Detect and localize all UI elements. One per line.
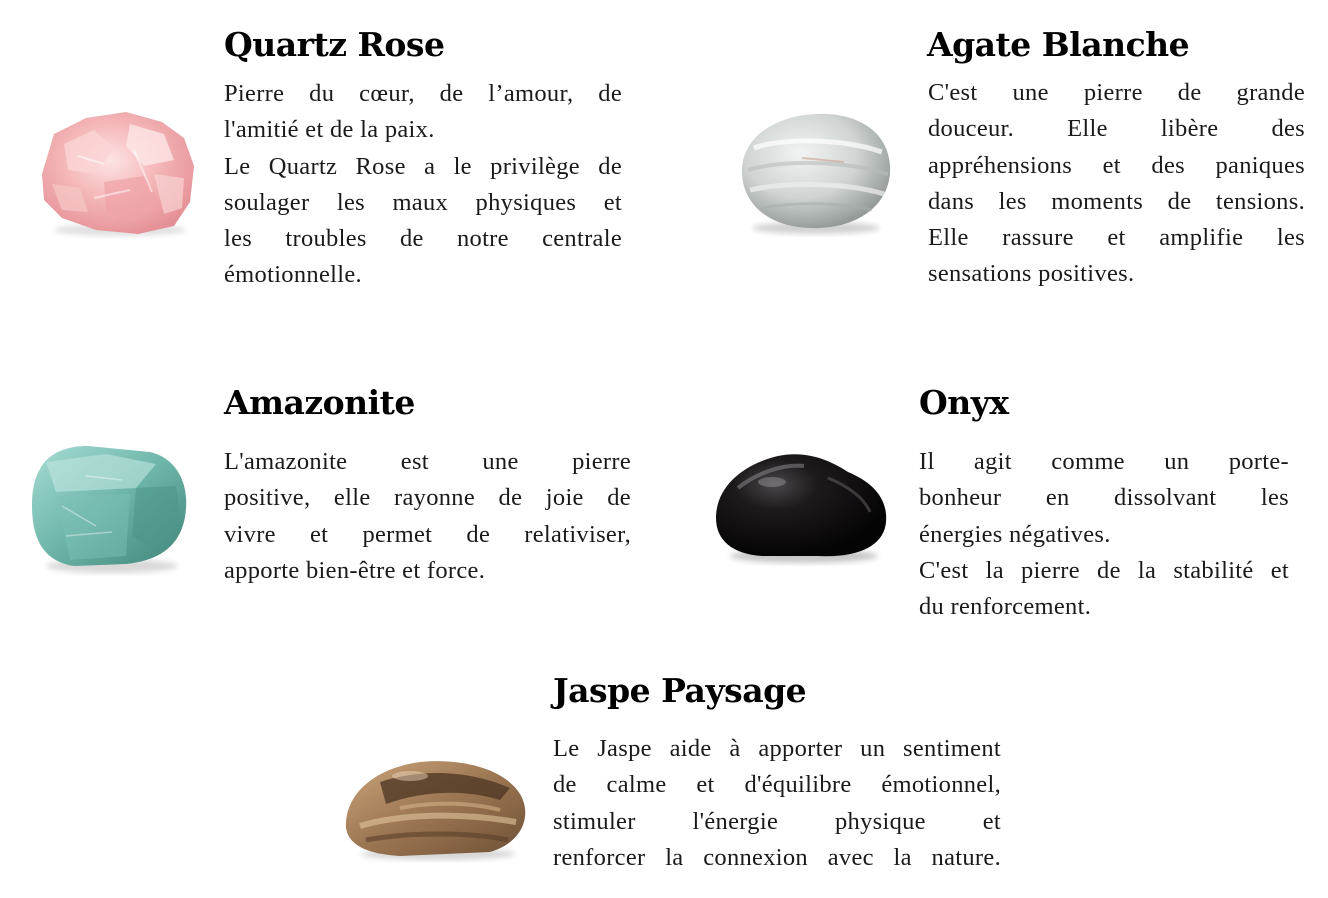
stone-description [928, 75, 1305, 293]
stone-title: Amazonite [224, 383, 415, 422]
description-line: l'amitié et de la paix. [224, 116, 435, 144]
description-line: stimuler l'énergie physique et [553, 807, 1001, 835]
landscape-jasper-stone-image [340, 752, 532, 864]
rose-quartz-stone-image [34, 104, 200, 240]
stone-title: Agate Blanche [927, 25, 1190, 64]
description-line: bonheur en dissolvant les [919, 484, 1289, 512]
amazonite-stone-image [26, 436, 192, 578]
description-line: Le Quartz Rose a le privilège de [224, 152, 622, 180]
description-line: du renforcement. [919, 593, 1092, 621]
description-line: apporte bien-être et force. [224, 556, 486, 584]
description-line: Pierre du cœur, de l’amour, de [224, 80, 622, 107]
onyx-stone-image [708, 442, 894, 568]
description-line: dans les moments de tensions. [928, 187, 1305, 215]
description-line: renforcer la connexion avec la nature. [553, 843, 1001, 871]
description-line: appréhensions et des paniques [928, 151, 1305, 179]
stone-title: Onyx [919, 383, 1009, 422]
description-line: vivre et permet de relativiser, [224, 520, 631, 548]
description-line: les troubles de notre centrale [224, 225, 622, 253]
description-line: douceur. Elle libère des [928, 115, 1305, 143]
description-line: L'amazonite est une pierre [224, 448, 631, 475]
description-line: émotionnelle. [224, 261, 362, 289]
description-line: sensations positives. [928, 260, 1135, 288]
white-agate-stone-image [732, 108, 896, 238]
stone-title: Jaspe Paysage [553, 671, 807, 710]
stone-title: Quartz Rose [224, 25, 445, 64]
description-line: de calme et d'équilibre émotionnel, [553, 771, 1001, 799]
description-line: positive, elle rayonne de joie de [224, 484, 631, 512]
stone-description [919, 444, 1289, 625]
description-line: Elle rassure et amplifie les [928, 224, 1305, 252]
description-line: C'est une pierre de grande [928, 79, 1305, 106]
description-line: C'est la pierre de la stabilité et [919, 556, 1289, 584]
description-line: Il agit comme un porte- [919, 448, 1289, 475]
description-line: énergies négatives. [919, 520, 1111, 548]
stone-description [553, 731, 1001, 876]
description-line: soulager les maux physiques et [224, 188, 622, 216]
stone-description [224, 444, 631, 589]
stone-description [224, 76, 622, 294]
description-line: Le Jaspe aide à apporter un sentiment [553, 735, 1001, 762]
